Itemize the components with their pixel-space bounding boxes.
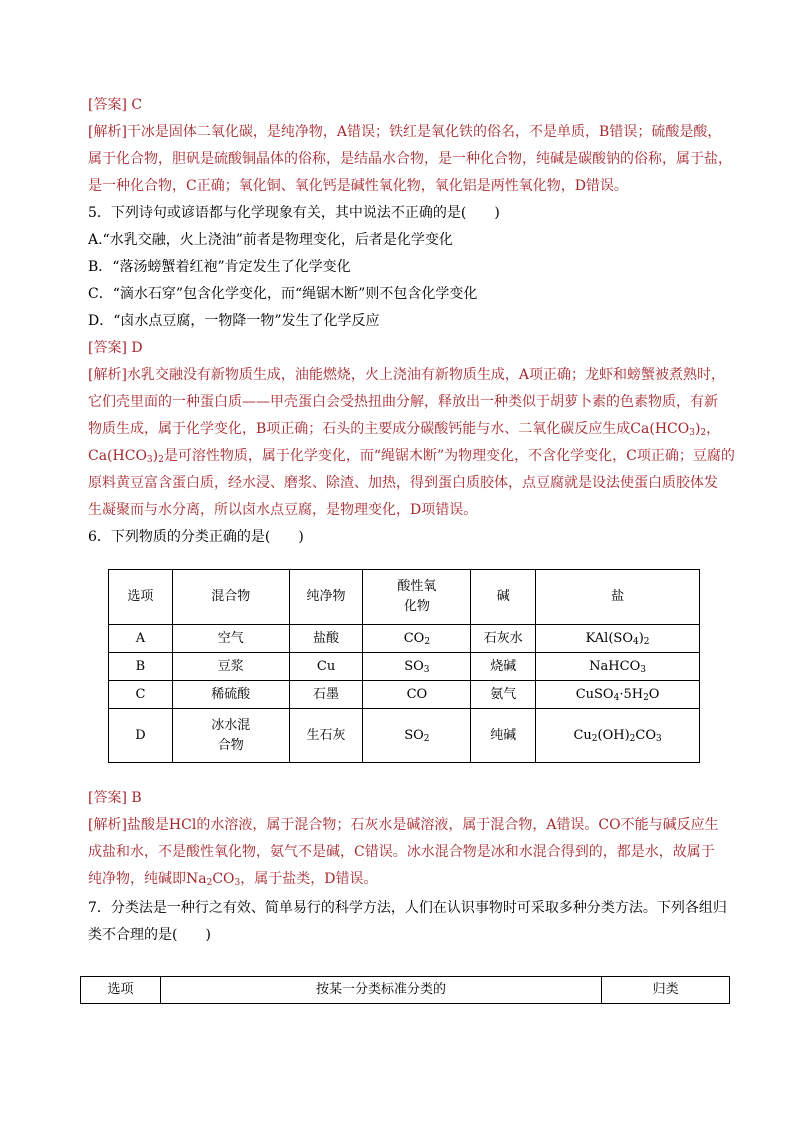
table-row [109,653,700,681]
q4-analysis-line: [解析]干冰是固体二氧化碳，是纯净物，A错误；铁红是氧化铁的俗名，不是单质，B错误；硫酸是酸， [88,124,722,140]
table-header-cell: 归类 [602,977,730,1004]
table-header-cell: 按某一分类标准分类的 [160,977,601,1004]
table-cell: 纯碱 [471,709,536,763]
table-row [109,625,700,653]
q5-option-a: A.“水乳交融，火上浇油”前者是物理变化，后者是化学变化 [88,232,453,248]
table-cell: $CO_2$ [363,625,471,653]
table-cell: 石墨 [289,681,363,709]
q4-analysis-line: 是一种化合物，C正确；氧化铜、氧化钙是碱性氧化物，氧化铝是两性氧化物，D错误。 [88,178,628,194]
q6-answer: [答案] B [88,790,142,806]
table-cell: 氨气 [471,681,536,709]
table-cell: $SO_2$ [363,709,471,763]
q7-stem-line: 7．分类法是一种行之有效、简单易行的科学方法，人们在认识事物时可采取多种分类方法。下列各组归 [88,900,727,916]
table-cell: 稀硫酸 [172,681,289,709]
table-row [109,709,700,763]
q5-option-b: B．“落汤螃蟹着红袍”肯定发生了化学变化 [88,259,351,275]
table-header-cell: 混合物 [172,570,289,625]
table-cell: 盐酸 [289,625,363,653]
q5-option-d: D．“卤水点豆腐，一物降一物”发生了化学反应 [88,313,380,329]
table-cell: 冰水混 合物 [172,709,289,763]
table-cell: 空气 [172,625,289,653]
table-cell: NaHCO$_3$ [536,653,700,681]
table-header-cell: 纯净物 [289,570,363,625]
table-cell: Cu [289,653,363,681]
q7-stem-line: 类不合理的是( ) [88,927,211,943]
table-cell: 石灰水 [471,625,536,653]
table-cell: $Cu_2(OH)_2CO_3$ [536,709,700,763]
q5-stem: 5．下列诗句或谚语都与化学现象有关，其中说法不正确的是( ) [88,205,500,221]
table-header-cell: 选项 [109,570,173,625]
table-cell: 豆浆 [172,653,289,681]
table-cell: A [109,625,173,653]
q5-option-c: C．“滴水石穿”包含化学变化，而“绳锯木断”则不包含化学变化 [88,286,478,302]
table-header-cell: 选项 [81,977,161,1004]
q5-analysis-line: 原料黄豆富含蛋白质，经水浸、磨浆、除渣、加热，得到蛋白质胶体，点豆腐就是设法使蛋白质胶体发 [88,475,718,491]
table-cell: D [109,709,173,763]
q5-analysis-line: 它们壳里面的一种蛋白质——甲壳蛋白会受热扭曲分解，释放出一种类似于胡萝卜素的色素物质，有新 [88,394,718,410]
table-header-cell: 碱 [471,570,536,625]
table-cell: $KAl(SO_4)_2$ [536,625,700,653]
table-cell: $CuSO_4\cdot 5H_2O$ [536,681,700,709]
table-cell: 烧碱 [471,653,536,681]
table-header-row [109,570,700,625]
q5-analysis-line: 物质生成，属于化学变化，B项正确；石头的主要成分碳酸钙能与水、二氧化碳反应生成$Ca(HCO_3)_2$， [88,421,721,438]
q6-analysis-line: [解析]盐酸是HCl的水溶液，属于混合物；石灰水是碱溶液，属于混合物，A错误。CO不能与碱反应生 [88,817,719,833]
table-header-row [81,977,730,1004]
q5-analysis-line: 生凝聚而与水分离，所以卤水点豆腐，是物理变化，D项错误。 [88,502,478,518]
table-cell: CO [363,681,471,709]
q6-analysis-line: 纯净物，纯碱即$Na_2CO_3$，属于盐类，D错误。 [88,871,378,888]
table-cell: B [109,653,173,681]
q6-analysis-line: 成盐和水，不是酸性氧化物，氨气不是碱，C错误。冰水混合物是冰和水混合得到的，都是水，故属于 [88,844,715,860]
table-cell: C [109,681,173,709]
q7-classification-table [80,976,730,1004]
table-row [109,681,700,709]
table-header-cell: 酸性氧 化物 [363,570,471,625]
table-header-cell: 盐 [536,570,700,625]
q5-analysis-line: [解析]水乳交融没有新物质生成，油能燃烧，火上浇油有新物质生成，A项正确；龙虾和螃蟹被煮熟时， [88,367,726,383]
q5-answer: [答案] D [88,340,143,356]
table-cell: 生石灰 [289,709,363,763]
q6-stem: 6．下列物质的分类正确的是( ) [88,529,304,545]
q5-analysis-line: $Ca(HCO_3)_2$是可溶性物质，属于化学变化，而“绳锯木断”为物理变化，不含化学变化，C项正确；豆腐的 [88,448,735,465]
q4-analysis-line: 属于化合物，胆矾是硫酸铜晶体的俗称，是结晶水合物，是一种化合物，纯碱是碳酸钠的俗称，属于盐， [88,151,732,167]
q4-answer: [答案] C [88,97,143,113]
q6-classification-table [108,569,700,763]
table-cell: $SO_3$ [363,653,471,681]
